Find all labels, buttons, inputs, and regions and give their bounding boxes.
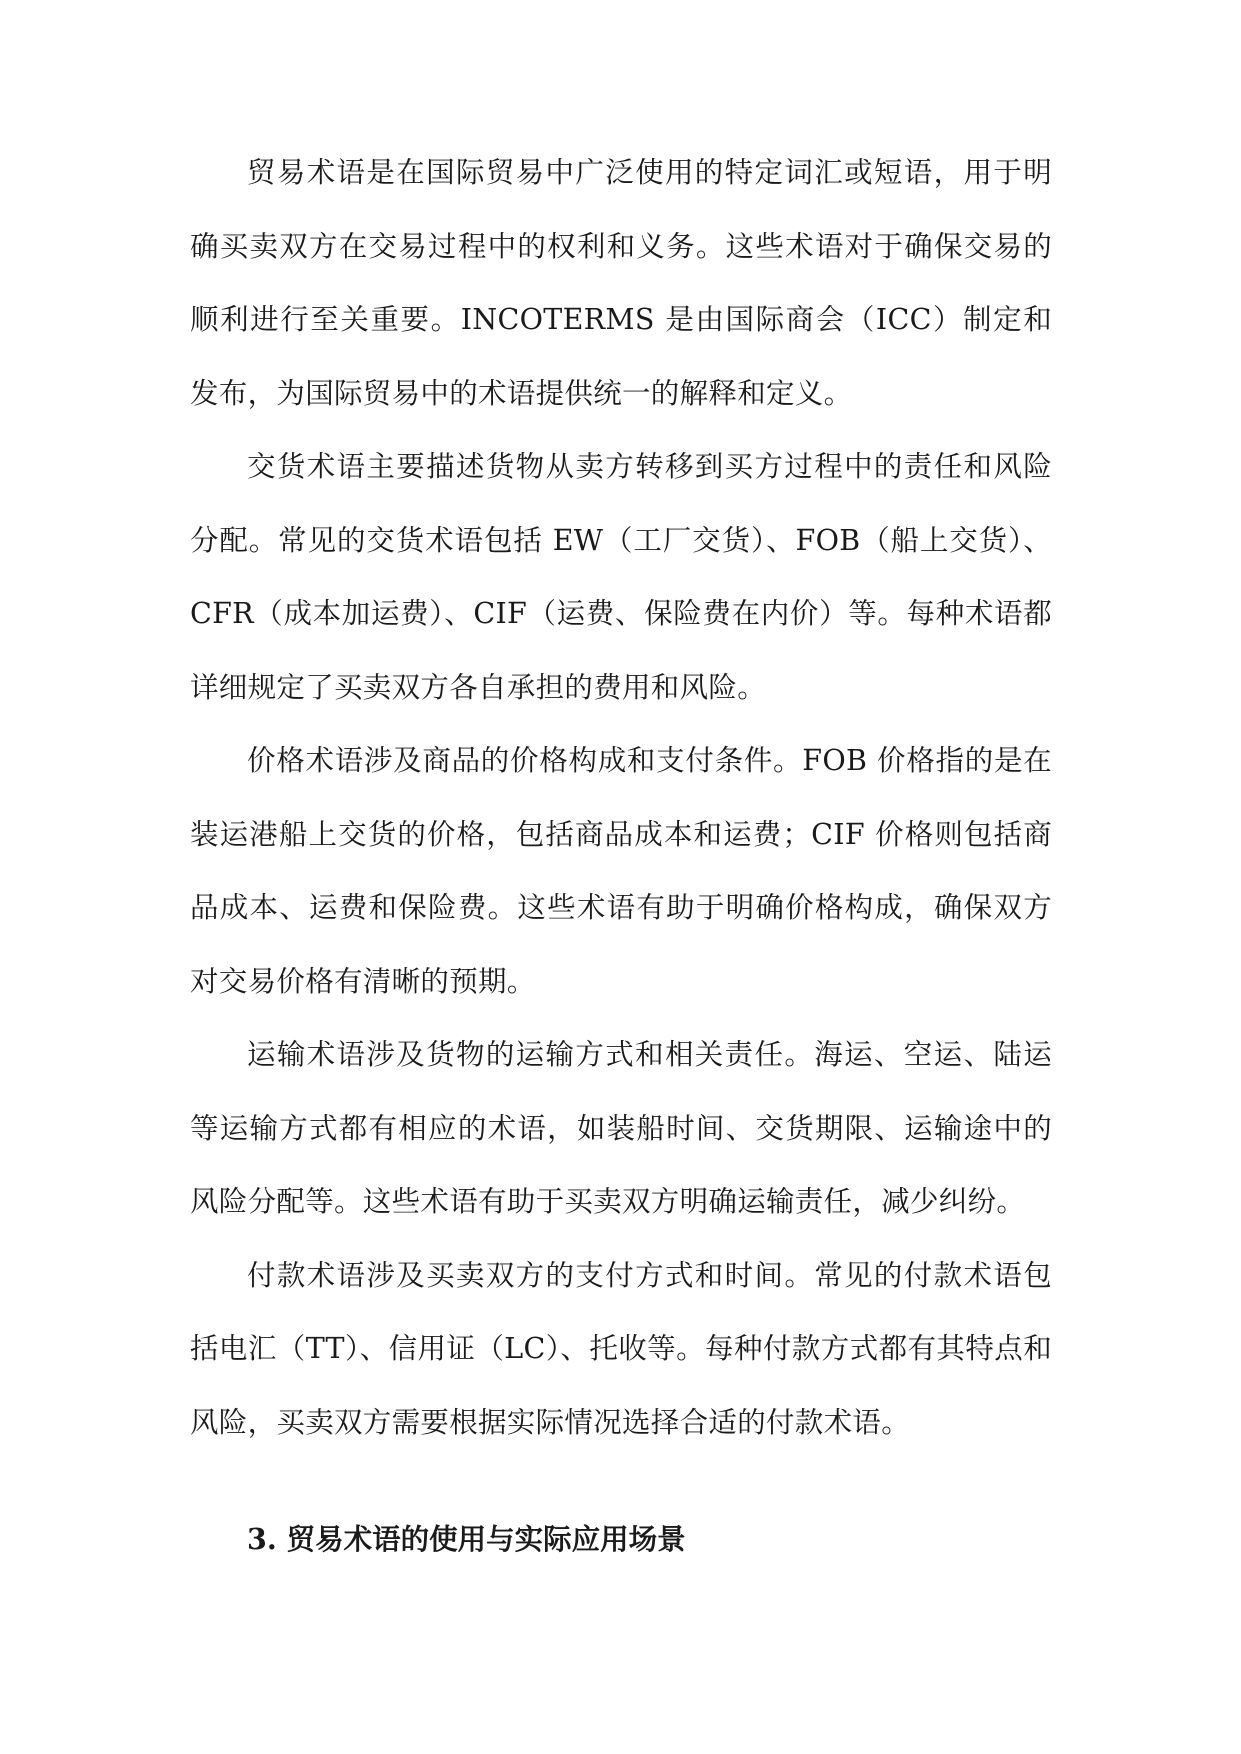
paragraph-delivery-terms: 交货术语主要描述货物从卖方转移到买方过程中的责任和风险分配。常见的交货术语包括 EW（工厂交货）、FOB（船上交货）、CFR（成本加运费）、CIF（运费、保险费在内价）等。每种术语都详细规定了买卖双方各自承担的费用和风险。 — [190, 450, 1052, 704]
paragraph-payment-terms: 付款术语涉及买卖双方的支付方式和时间。常见的付款术语包括电汇（TT）、信用证（LC）、托收等。每种付款方式都有其特点和风险，买卖双方需要根据实际情况选择合适的付款术语。 — [190, 1258, 1052, 1439]
document-page — [190, 136, 1052, 1577]
paragraph-price-terms: 价格术语涉及商品的价格构成和支付条件。FOB 价格指的是在装运港船上交货的价格，包括商品成本和运费；CIF 价格则包括商品成本、运费和保险费。这些术语有助于明确价格构成，确保双方对交易价格有清晰的预期。 — [190, 744, 1052, 998]
paragraph-transport-terms: 运输术语涉及货物的运输方式和相关责任。海运、空运、陆运等运输方式都有相应的术语，如装船时间、交货期限、运输途中的风险分配等。这些术语有助于买卖双方明确运输责任，减少纠纷。 — [190, 1038, 1052, 1218]
section-heading: 3. 贸易术语的使用与实际应用场景 — [247, 1522, 686, 1556]
paragraph-trade-terms-intro: 贸易术语是在国际贸易中广泛使用的特定词汇或短语，用于明确买卖双方在交易过程中的权利和义务。这些术语对于确保交易的顺利进行至关重要。INCOTERMS 是由国际商会（ICC）制定和发布，为国际贸易中的术语提供统一的解释和定义。 — [190, 156, 1052, 410]
